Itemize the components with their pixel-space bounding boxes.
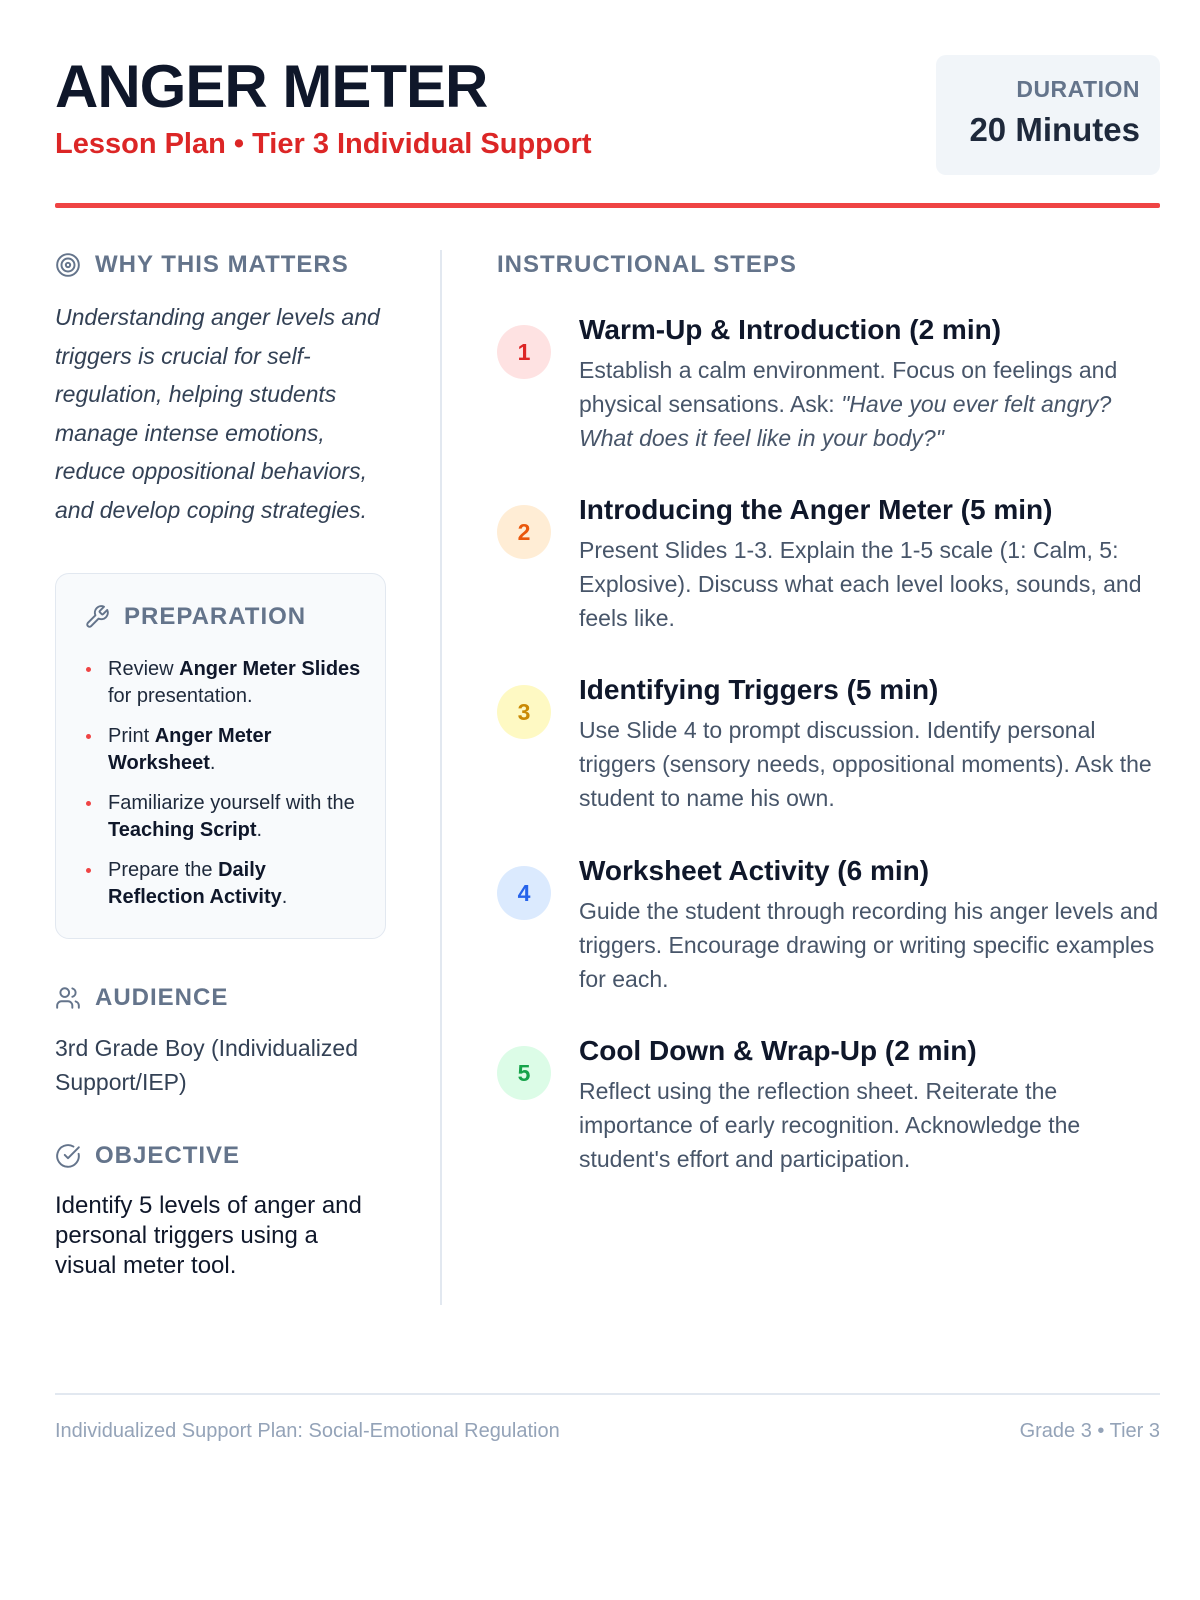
page-title: ANGER METER (55, 53, 488, 120)
steps-heading: INSTRUCTIONAL STEPS (497, 251, 797, 278)
target-icon (55, 252, 81, 278)
footer-left-text: Individualized Support Plan: Social-Emotional Regulation (55, 1420, 560, 1442)
list-item: Familiarize yourself with the Teaching Script. (84, 790, 363, 844)
check-circle-icon (55, 1143, 81, 1169)
preparation-box (55, 573, 386, 939)
right-column (497, 250, 1162, 1172)
step-number-badge: 2 (497, 505, 551, 559)
step-number-badge: 1 (497, 325, 551, 379)
step-number-badge: 3 (497, 685, 551, 739)
why-heading (55, 250, 385, 280)
objective-heading-label: OBJECTIVE (95, 1142, 241, 1169)
step-description: Reflect using the reflection sheet. Reiterate the importance of early recognition. Acknowledge the student's effort and participation. (579, 1078, 1081, 1172)
header-divider (55, 203, 1160, 208)
step-description: Establish a calm environment. Focus on feelings and physical sensations. Ask: "Have you ever felt angry? What does it feel like in your body?" (579, 357, 1118, 451)
step-title: Introducing the Anger Meter (5 min) (579, 494, 1053, 525)
header (55, 55, 1160, 173)
step-title: Worksheet Activity (6 min) (579, 855, 930, 886)
step-quote: "Have you ever felt angry? What does it feel like in your body?" (579, 391, 1112, 451)
step-description: Guide the student through recording his anger levels and triggers. Encourage drawing or writing specific examples for each. (579, 898, 1159, 992)
step-title: Cool Down & Wrap-Up (2 min) (579, 1035, 977, 1066)
objective-section (55, 1141, 385, 1281)
preparation-list (84, 656, 363, 911)
preparation-heading (84, 602, 363, 632)
list-item: Print Anger Meter Worksheet. (84, 723, 363, 777)
step-title: Identifying Triggers (5 min) (579, 674, 939, 705)
duration-value: 20 Minutes (969, 111, 1140, 148)
users-icon (55, 985, 81, 1011)
preparation-heading-label: PREPARATION (124, 603, 307, 630)
step-description: Present Slides 1-3. Explain the 1-5 scale (1: Calm, 5: Explosive). Discuss what each level looks, sounds, and feels like. (579, 537, 1142, 631)
list-item: Prepare the Daily Reflection Activity. (84, 857, 363, 911)
objective-heading (55, 1141, 385, 1171)
duration-box (936, 55, 1160, 175)
step-description: Use Slide 4 to prompt discussion. Identify personal triggers (sensory needs, oppositional moments). Ask the student to name his own. (579, 717, 1152, 811)
list-item: Review Anger Meter Slides for presentation. (84, 656, 363, 710)
step-number-badge: 4 (497, 866, 551, 920)
footer-right-text: Grade 3 • Tier 3 (1019, 1420, 1160, 1442)
footer-divider (55, 1393, 1160, 1395)
duration-label: DURATION (1016, 76, 1140, 102)
why-heading-label: WHY THIS MATTERS (95, 251, 349, 278)
audience-heading-label: AUDIENCE (95, 984, 229, 1011)
audience-text: 3rd Grade Boy (Individualized Support/IEP) (55, 1035, 358, 1095)
audience-section (55, 983, 385, 1099)
page-subtitle: Lesson Plan • Tier 3 Individual Support (55, 128, 592, 160)
column-divider (440, 250, 442, 1305)
step-title: Warm-Up & Introduction (2 min) (579, 314, 1002, 345)
left-column (55, 250, 385, 1281)
wrench-icon (84, 604, 110, 630)
step-number-badge: 5 (497, 1046, 551, 1100)
objective-text: Identify 5 levels of anger and personal triggers using a visual meter tool. (55, 1192, 362, 1279)
why-text: Understanding anger levels and triggers is crucial for self-regulation, helping students manage intense emotions, reduce oppositional behaviors, and develop coping strategies. (55, 304, 380, 523)
audience-heading (55, 983, 385, 1013)
